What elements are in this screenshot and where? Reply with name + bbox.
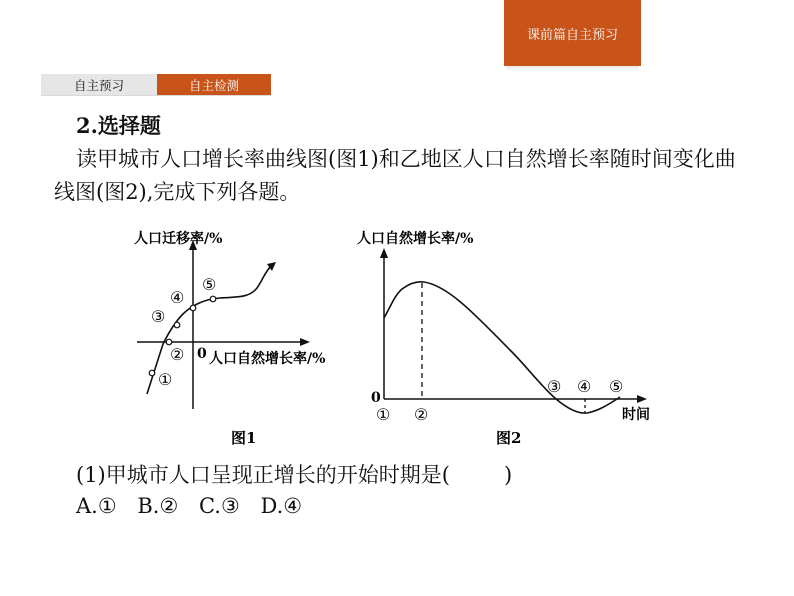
option-c[interactable]: C.③ (198, 494, 240, 518)
fig2-marker-2: ② (414, 405, 429, 424)
option-a[interactable]: A.① (76, 494, 117, 518)
fig2-caption: 图2 (496, 429, 522, 447)
answer-options (76, 494, 316, 518)
fig1-ylabel: 人口迁移率/% (134, 231, 223, 247)
fig2-origin: 0 (371, 390, 381, 406)
fig1-caption: 图1 (231, 429, 257, 447)
question-heading: 2.选择题 (76, 113, 161, 138)
section-tab[interactable]: 课前篇自主预习 (504, 0, 641, 66)
fig1-point-3 (174, 322, 180, 328)
intro-paragraph: 读甲城市人口增长率曲线图(图1)和乙地区人口自然增长率随时间变化曲线图(图2),完成下列各题。 (54, 147, 736, 204)
fig1-point-1 (149, 370, 155, 376)
fig1-marker-2: ② (170, 345, 185, 364)
fig1-marker-4: ④ (170, 288, 185, 307)
question-text-before: (1)甲城市人口呈现正增长的开始时期是( (76, 463, 450, 487)
fig2-marker-4: ④ (577, 377, 592, 396)
fig2-marker-5: ⑤ (609, 377, 624, 396)
option-d[interactable]: D.④ (260, 494, 303, 518)
fig1-point-2 (166, 339, 172, 345)
fig1-point-4 (190, 305, 196, 311)
fig2-x-arrow (637, 395, 647, 403)
fig2-marker-3: ③ (547, 377, 562, 396)
fig1-marker-1: ① (158, 370, 173, 389)
tab-self-preview[interactable]: 自主预习 (41, 74, 157, 95)
fig1-x-arrow (300, 338, 310, 346)
fig1-origin: 0 (197, 346, 207, 362)
question-1 (76, 459, 512, 489)
fig2-xlabel: 时间 (622, 407, 650, 423)
fig2-y-arrow (380, 248, 388, 258)
fig1-marker-3: ③ (151, 307, 166, 326)
option-b[interactable]: B.② (137, 494, 179, 518)
fig1-point-5 (210, 296, 216, 302)
question-text-after: ) (503, 463, 513, 487)
fig2-marker-1: ① (376, 405, 391, 424)
fig2-ylabel: 人口自然增长率/% (357, 231, 474, 247)
fig1-marker-5: ⑤ (202, 275, 217, 294)
figure-1 (134, 230, 325, 447)
tab-self-check[interactable]: 自主检测 (157, 74, 271, 95)
figure-2 (357, 230, 650, 447)
fig1-xlabel: 人口自然增长率/% (209, 351, 326, 367)
